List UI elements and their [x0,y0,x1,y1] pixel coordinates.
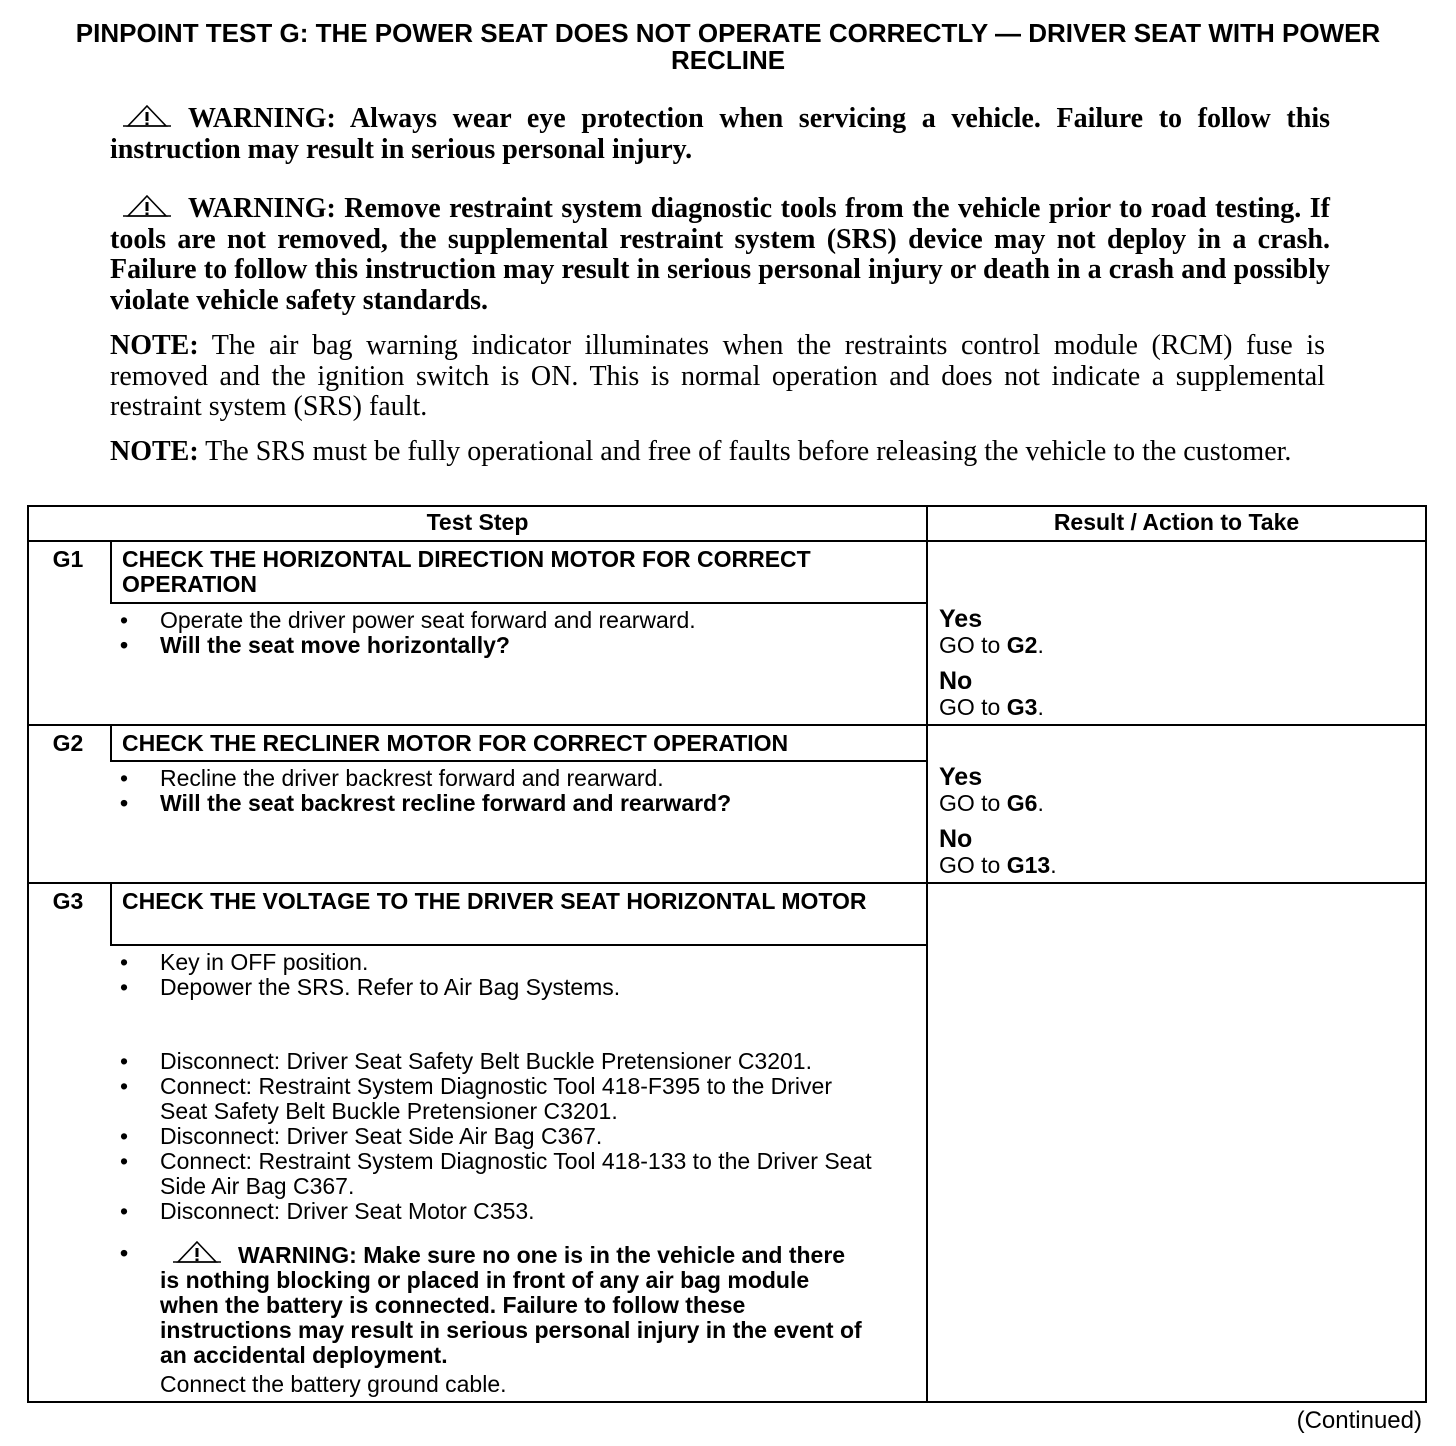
g2-no-action: GO to G13. [939,852,1057,878]
g3-bullet-3: • Disconnect: Driver Seat Safety Belt Buckle Pretensioner C3201. [120,1048,812,1074]
continued-label: (Continued) [1296,1407,1422,1434]
step-id-g2: G2 [52,730,84,756]
g2-no-label: No [939,825,973,853]
warning-remove-tools [110,194,1330,316]
g1-id-divider [110,542,112,603]
note-1-label: NOTE: [110,330,199,361]
table-border-top [27,505,1427,507]
g3-bullet-2: • Depower the SRS. Refer to Air Bag Systems. [120,974,621,1000]
g1-no-label: No [939,667,973,695]
g1-result [939,606,1419,720]
header-test-step: Test Step [426,509,529,535]
note-1-text: The air bag warning indicator illuminates when the restraints control module (RCM) fuse is removed and the ignition switch is ON. This is normal operation and does not indicate a supplemental restraint system (SRS) fault. [110,330,1325,422]
g1-bullet-2: • Will the seat move horizontally? [120,632,510,658]
g1-bullet-1: • Operate the driver power seat forward and rearward. [120,607,696,633]
header-result-action: Result / Action to Take [1053,509,1300,535]
note-2-text: The SRS must be fully operational and free of faults before releasing the vehicle to the customer. [198,436,1292,467]
g2-title-divider [110,760,926,762]
g3-bullet-4: • Connect: Restraint System Diagnostic Tool 418-F395 to the Driver Seat Safety Belt Buckle Pretensioner C3201. [120,1073,832,1124]
warning-2-text: WARNING: Remove restraint system diagnostic tools from the vehicle prior to road testing. If tools are not removed, the supplemental restraint system (SRS) device may not deploy in a crash. Failure to follow this instruction may result in serious personal injury or death in a crash and possibly violate vehicle safety standards. [110,193,1330,316]
warning-1-text: WARNING: Always wear eye protection when servicing a vehicle. Failure to follow this instruction may result in serious personal injury. [110,103,1330,165]
g1-yes-action: GO to G2. [939,632,1044,658]
g1-no-action: GO to G3. [939,694,1044,720]
warning-eye-protection [110,104,1330,165]
g3-bullet-7: • Disconnect: Driver Seat Motor C353. [120,1198,535,1224]
step-title-g3: CHECK THE VOLTAGE TO THE DRIVER SEAT HORIZONTAL MOTOR [122,888,867,914]
warning-triangle-icon [120,105,174,127]
note-srs-operational [110,437,1325,468]
table-border-left [27,505,29,1403]
step-title-g1: CHECK THE HORIZONTAL DIRECTION MOTOR FOR CORRECT OPERATION [122,546,811,597]
g2-id-divider [110,726,112,761]
g3-bullet-6: • Connect: Restraint System Diagnostic Tool 418-133 to the Driver Seat Side Air Bag C367. [120,1148,872,1199]
warning-triangle-icon [120,195,174,217]
g3-title-divider [110,944,926,946]
g3-bullet-1: • Key in OFF position. [120,949,369,975]
g2-yes-action: GO to G6. [939,790,1044,816]
column-divider [926,505,928,1403]
g3-after-warning: Connect the battery ground cable. [160,1371,507,1397]
test-step-table [27,505,1427,1403]
table-border-bottom [27,1401,1427,1403]
g1-yes-label: Yes [939,605,983,633]
g2-bullet-2: • Will the seat backrest recline forward and rearward? [120,790,732,816]
warning-triangle-icon [170,1241,224,1263]
step-id-g3: G3 [52,888,84,914]
g2-result [939,764,1419,878]
g1-g2-divider [27,724,1427,726]
note-airbag-indicator [110,331,1325,423]
step-title-g2: CHECK THE RECLINER MOTOR FOR CORRECT OPERATION [122,730,789,756]
step-id-g1: G1 [52,546,84,572]
g2-g3-divider [27,882,1427,884]
page-title: PINPOINT TEST G: THE POWER SEAT DOES NOT OPERATE CORRECTLY — DRIVER SEAT WITH POWER RECLINE [75,18,1381,75]
g2-yes-label: Yes [939,763,983,791]
g3-bullet-8-warning: • WARNING: Make sure no one is in the vehicle and there is nothing blocking or placed in front of any air bag module when the battery is connected. Failure to follow these instructions may result in serious personal injury in the event of an accidental deployment. [120,1240,862,1368]
table-border-right [1425,505,1427,1403]
g2-bullet-1: • Recline the driver backrest forward and rearward. [120,765,664,791]
note-2-label: NOTE: [110,436,199,467]
g3-bullet-5: • Disconnect: Driver Seat Side Air Bag C367. [120,1123,603,1149]
header-divider [27,540,1427,542]
g1-title-divider [110,602,926,604]
g3-id-divider [110,884,112,945]
